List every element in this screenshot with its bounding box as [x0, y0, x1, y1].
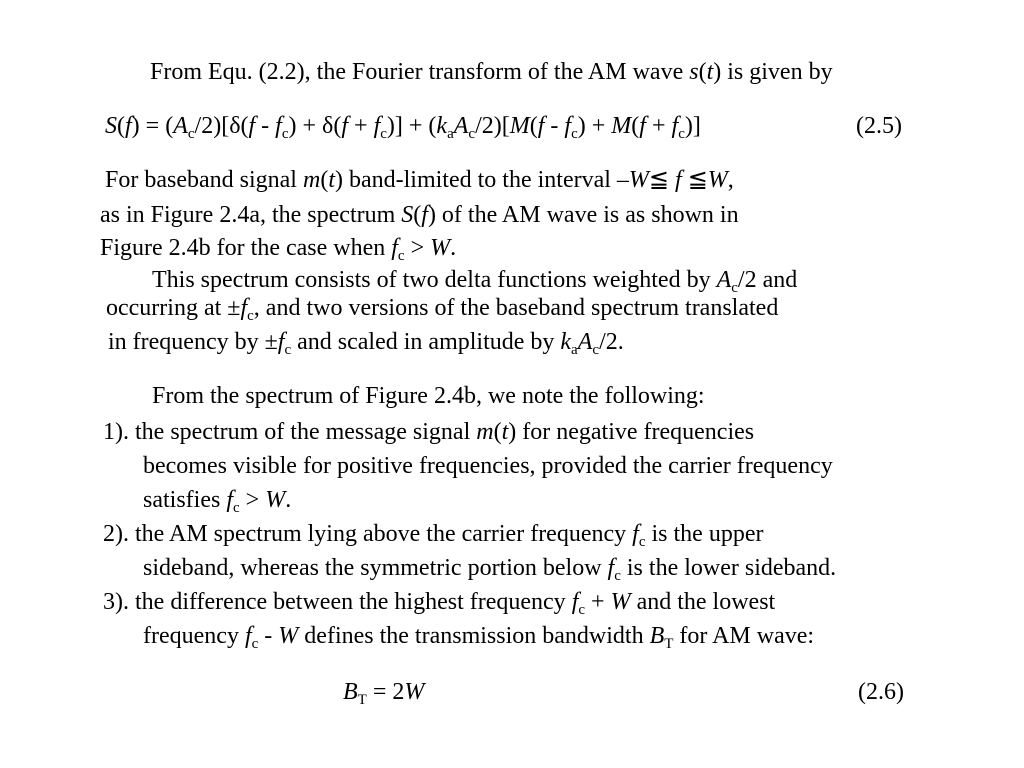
eq-symbol: f: [671, 113, 679, 139]
eq-part: /2)[δ(: [194, 113, 249, 139]
text: frequency: [143, 623, 245, 649]
text: /2 and: [737, 267, 798, 293]
text: .: [285, 487, 292, 513]
text: as in Figure 2.4a, the spectrum: [100, 202, 402, 228]
intro-text-end: ) is given by: [713, 59, 833, 85]
symbol: f: [675, 167, 682, 193]
symbol: t: [328, 167, 335, 193]
intro-paren: (: [698, 59, 707, 85]
subscript: c: [397, 248, 405, 264]
text: .: [450, 235, 457, 261]
eq-symbol: f: [373, 113, 381, 139]
subscript: c: [614, 568, 621, 584]
symbol: W: [265, 487, 286, 513]
symbol: f: [240, 295, 248, 321]
symbol-s: s: [689, 59, 699, 85]
symbol: B: [649, 623, 665, 649]
text: ,: [727, 167, 734, 193]
text: Figure 2.4b for the case when: [100, 235, 392, 261]
text: occurring at ±: [106, 295, 241, 321]
eq-part: ) +: [577, 113, 612, 139]
text: >: [239, 487, 266, 513]
symbol: m: [476, 419, 494, 445]
eq-part: /2)[: [475, 113, 510, 139]
text: ) of the AM wave is as shown in: [427, 202, 739, 228]
text: defines the transmission bandwidth: [298, 623, 650, 649]
item2-line1: [103, 521, 764, 550]
symbol: t: [501, 419, 509, 445]
eq-symbol: f: [341, 113, 349, 139]
text: for AM wave:: [673, 623, 815, 649]
symbol: W: [610, 589, 631, 615]
text: sideband, whereas the symmetric portion below: [143, 555, 608, 581]
eq-subscript: c: [678, 126, 685, 142]
equation-2-6: [343, 679, 425, 708]
eq-part: )] + (: [386, 113, 437, 139]
subscript: c: [638, 534, 646, 550]
symbol: A: [577, 329, 593, 355]
para1-line3: [100, 235, 457, 264]
eq-symbol: A: [173, 113, 188, 139]
text: ≦: [681, 167, 708, 193]
subscript: c: [233, 500, 240, 516]
text: and the lowest: [630, 589, 776, 615]
eq-symbol: f: [564, 113, 572, 139]
eq-subscript: c: [380, 126, 387, 142]
text: (: [493, 419, 502, 445]
eq-subscript: c: [468, 126, 476, 142]
eq-subscript: c: [571, 126, 578, 142]
symbol: f: [421, 202, 428, 228]
eq-symbol: f: [275, 113, 282, 139]
text: ) band-limited to the interval –: [334, 167, 629, 193]
para2-line3: [108, 329, 624, 358]
symbol: m: [302, 167, 321, 193]
eq-symbol: M: [611, 113, 632, 139]
symbol: f: [226, 487, 233, 513]
text: ) for negative frequencies: [508, 419, 755, 445]
eq-symbol: B: [343, 679, 358, 705]
symbol: k: [560, 329, 572, 355]
text: For baseband signal: [105, 167, 303, 193]
eq-symbol: f: [537, 113, 545, 139]
subscript: c: [731, 280, 738, 296]
equation-2-5: [105, 113, 701, 142]
eq-subscript: c: [187, 126, 195, 142]
para1-line1: [105, 168, 734, 192]
eq-part: )]: [684, 113, 701, 139]
text: in frequency by ±: [108, 329, 278, 355]
eq-part: (: [631, 113, 640, 139]
subscript: c: [592, 342, 600, 358]
subscript: a: [571, 342, 578, 358]
symbol: A: [716, 267, 732, 293]
intro-line: [150, 60, 833, 84]
text: satisfies: [143, 487, 227, 513]
text: 2). the AM spectrum lying above the carrier frequency: [103, 521, 633, 547]
eq-subscript: c: [281, 126, 289, 142]
eq-part: (: [529, 113, 538, 139]
text: +: [585, 589, 611, 615]
text: >: [404, 235, 431, 261]
symbol: f: [391, 235, 398, 261]
eq-symbol: f: [248, 113, 256, 139]
symbol: W: [430, 235, 451, 261]
subscript: c: [284, 342, 292, 358]
text: is the lower sideband.: [620, 555, 837, 581]
para3-heading: From the spectrum of Figure 2.4b, we note the following:: [152, 383, 705, 409]
text: -: [258, 623, 279, 649]
eq-part: ) + δ(: [288, 113, 342, 139]
text: is the upper: [645, 521, 764, 547]
eq-part: (: [117, 113, 125, 139]
text: /2.: [599, 329, 624, 355]
symbol: W: [628, 167, 649, 193]
symbol: f: [244, 623, 252, 649]
text: (: [413, 202, 422, 228]
item3-line1: [103, 589, 776, 618]
item1-line3: [143, 487, 292, 516]
text: (: [320, 167, 329, 193]
symbol: f: [277, 329, 285, 355]
eq-symbol: S: [105, 113, 117, 139]
eq-symbol: A: [453, 113, 469, 139]
eq-part: +: [645, 113, 672, 139]
equation-number-2-6: (2.6): [858, 679, 904, 705]
text: and scaled in amplitude by: [291, 329, 561, 355]
eq-part: +: [348, 113, 374, 139]
eq-symbol: k: [436, 113, 448, 139]
symbol: W: [707, 167, 728, 193]
symbol: W: [278, 623, 299, 649]
eq-part: -: [255, 113, 276, 139]
eq-symbol: f: [125, 113, 132, 139]
text: 3). the difference between the highest frequency: [103, 589, 572, 615]
eq-symbol: f: [639, 113, 646, 139]
para2-line1: [152, 267, 798, 296]
symbol: f: [632, 521, 639, 547]
item1-line2: becomes visible for positive frequencies, provided the carrier frequency: [143, 453, 833, 479]
text: , and two versions of the baseband spectrum translated: [253, 295, 779, 321]
intro-text: From Equ. (2.2), the Fourier transform of the AM wave: [150, 59, 690, 85]
symbol-t: t: [706, 59, 714, 85]
text: ≦: [648, 167, 676, 193]
text: 1). the spectrum of the message signal: [103, 419, 477, 445]
subscript: T: [664, 636, 674, 652]
eq-part: ) = (: [131, 113, 174, 139]
symbol: S: [401, 202, 414, 228]
para2-line2: [106, 295, 779, 324]
item3-line2: [143, 623, 815, 652]
eq-symbol: M: [509, 113, 530, 139]
symbol: f: [571, 589, 579, 615]
eq-subscript: a: [447, 126, 454, 142]
item2-line2: [143, 555, 837, 584]
para1-line2: [100, 203, 739, 227]
eq-part: -: [544, 113, 565, 139]
eq-subscript: T: [357, 692, 367, 708]
equation-number-2-5: (2.5): [856, 113, 902, 139]
eq-symbol: W: [404, 679, 425, 705]
subscript: c: [247, 308, 254, 324]
item1-line1: [103, 420, 754, 444]
subscript: c: [578, 602, 586, 618]
text: This spectrum consists of two delta functions weighted by: [152, 267, 717, 293]
eq-part: = 2: [366, 679, 405, 705]
subscript: c: [251, 636, 259, 652]
symbol: f: [607, 555, 615, 581]
